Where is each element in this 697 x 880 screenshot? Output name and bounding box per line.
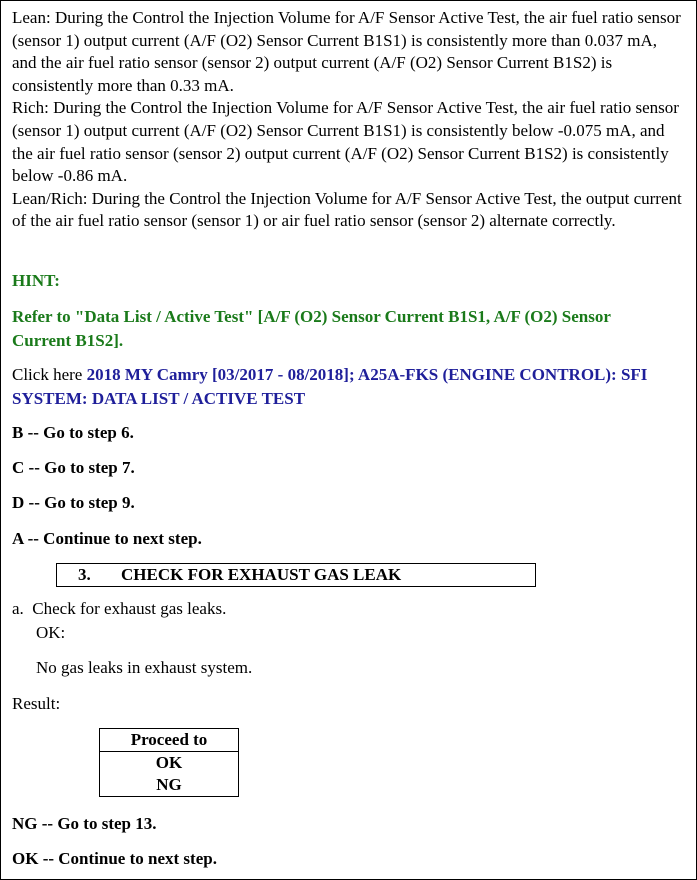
result-table-header: Proceed to — [100, 729, 239, 752]
hint-label: HINT: — [12, 271, 60, 290]
result-table-cell-ng: NG — [156, 775, 182, 794]
result-c-step: C -- Go to step 7. — [12, 458, 135, 477]
ok-label: OK: — [36, 623, 66, 642]
click-here-prefix: Click here — [12, 365, 87, 384]
document-content — [12, 7, 682, 233]
rich-paragraph: Rich: During the Control the Injection Volume for A/F Sensor Active Test, the air fuel ratio sensor (sensor 1) output current (A/F (O2) Sensor Current B1S1) is consistently below -0.075 mA, and the air fuel ratio sensor (sensor 2) output current (A/F (O2) Sensor Current B1S2) is consistently below -0.86 mA. — [12, 98, 679, 186]
data-list-active-test-link[interactable]: 2018 MY Camry [03/2017 - 08/2018]; A25A-FKS (ENGINE CONTROL): SFI SYSTEM: DATA LIST / ACTIVE TEST — [12, 365, 648, 408]
result-table-row — [100, 774, 239, 797]
hint-text: Refer to "Data List / Active Test" [A/F (O2) Sensor Current B1S1, A/F (O2) Sensor Current B1S2]. — [12, 307, 611, 350]
result-label: Result: — [12, 694, 61, 713]
step-number: 3. — [78, 565, 91, 584]
result-table-cell-ok: OK — [155, 753, 183, 772]
step-title: CHECK FOR EXHAUST GAS LEAK — [121, 565, 402, 584]
check-item: a. Check for exhaust gas leaks. — [12, 599, 227, 618]
result-table — [99, 728, 239, 797]
result-ng-step: NG -- Go to step 13. — [12, 814, 157, 833]
lean-rich-paragraph: Lean/Rich: During the Control the Injection Volume for A/F Sensor Active Test, the output current of the air fuel ratio sensor (sensor 1) or air fuel ratio sensor (sensor 2) alternate correctly. — [12, 188, 682, 231]
lean-paragraph: Lean: During the Control the Injection Volume for A/F Sensor Active Test, the air fuel ratio sensor (sensor 1) output current (A/F (O2) Sensor Current B1S1) is consistently more than 0.037 mA, and the air fuel ratio sensor (sensor 2) output current (A/F (O2) Sensor Current B1S2) is consistently more than 0.33 mA. — [12, 8, 681, 95]
result-table-row — [100, 752, 239, 775]
result-table-header-row — [100, 729, 239, 752]
result-a-step: A -- Continue to next step. — [12, 529, 202, 548]
result-b-step: B -- Go to step 6. — [12, 423, 134, 442]
ok-criteria: No gas leaks in exhaust system. — [36, 658, 253, 677]
click-here-line — [12, 363, 672, 411]
result-ok-step: OK -- Continue to next step. — [12, 849, 217, 868]
step-3-header — [56, 563, 536, 587]
result-d-step: D -- Go to step 9. — [12, 493, 135, 512]
